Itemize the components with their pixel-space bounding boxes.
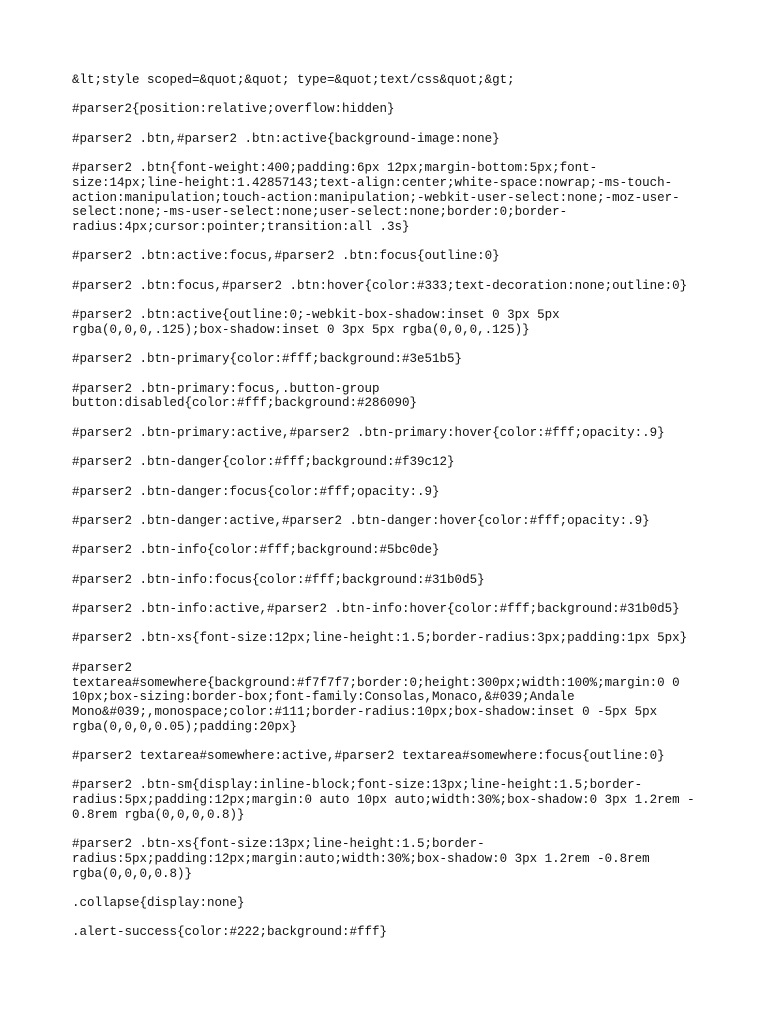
code-paragraph	[72, 249, 696, 264]
code-line: Mono&#039;,monospace;color:#111;border-radius:10px;box-shadow:inset 0 -5px 5px	[72, 704, 658, 719]
code-line: action:manipulation;touch-action:manipulation;-webkit-user-select:none;-moz-user-	[72, 190, 680, 205]
code-line: #parser2 .btn-info{color:#fff;background:#5bc0de}	[72, 543, 440, 558]
code-line: #parser2 .btn:focus,#parser2 .btn:hover{color:#333;text-decoration:none;outline:0}	[72, 278, 688, 293]
code-line: #parser2 .btn-primary{color:#fff;background:#3e51b5}	[72, 352, 463, 367]
code-line: &lt;style scoped=&quot;&quot; type=&quot;text/css&quot;&gt;	[72, 73, 515, 87]
code-line: #parser2	[72, 660, 133, 675]
code-line: rgba(0,0,0,0.05);padding:20px}	[72, 719, 298, 734]
code-paragraph	[72, 132, 696, 147]
code-paragraph	[72, 837, 696, 881]
code-paragraph	[72, 573, 696, 588]
code-line: #parser2 .btn:active{outline:0;-webkit-box-shadow:inset 0 3px 5px	[72, 308, 560, 323]
code-line: textarea#somewhere{background:#f7f7f7;border:0;height:300px;width:100%;margin:0 0	[72, 675, 680, 690]
code-paragraph	[72, 925, 696, 940]
code-line: select:none;-ms-user-select:none;user-select:none;border:0;border-	[72, 205, 568, 220]
code-line: #parser2 .btn:active:focus,#parser2 .btn:focus{outline:0}	[72, 249, 500, 264]
code-line: #parser2 .btn{font-weight:400;padding:6px 12px;margin-bottom:5px;font-	[72, 161, 598, 176]
code-line: #parser2 .btn-danger:focus{color:#fff;opacity:.9}	[72, 484, 440, 499]
code-line: #parser2 .btn,#parser2 .btn:active{background-image:none}	[72, 131, 500, 146]
code-paragraph	[72, 73, 696, 88]
code-line: #parser2 .btn-xs{font-size:13px;line-height:1.5;border-	[72, 837, 485, 852]
code-line: #parser2 .btn-primary:focus,.button-group	[72, 381, 380, 396]
code-line: .alert-success{color:#222;background:#fff}	[72, 925, 388, 940]
code-line: #parser2 .btn-danger:active,#parser2 .btn-danger:hover{color:#fff;opacity:.9}	[72, 513, 650, 528]
code-paragraph	[72, 514, 696, 529]
code-paragraph	[72, 661, 696, 735]
code-line: #parser2 .btn-sm{display:inline-block;font-size:13px;line-height:1.5;border-	[72, 778, 643, 793]
code-paragraph	[72, 485, 696, 500]
code-line: #parser2 .btn-info:active,#parser2 .btn-info:hover{color:#fff;background:#31b0d5}	[72, 602, 680, 617]
code-paragraph	[72, 308, 696, 337]
code-paragraph	[72, 161, 696, 235]
code-line: .collapse{display:none}	[72, 896, 245, 911]
code-line: #parser2 textarea#somewhere:active,#parser2 textarea#somewhere:focus{outline:0}	[72, 749, 665, 764]
code-line: radius:4px;cursor:pointer;transition:all .3s}	[72, 219, 410, 234]
code-line: size:14px;line-height:1.42857143;text-align:center;white-space:nowrap;-ms-touch-	[72, 175, 673, 190]
code-paragraph	[72, 382, 696, 411]
code-line: 10px;box-sizing:border-box;font-family:Consolas,Monaco,&#039;Andale	[72, 690, 575, 705]
code-paragraph	[72, 543, 696, 558]
code-paragraph	[72, 602, 696, 617]
code-paragraph	[72, 426, 696, 441]
code-paragraph	[72, 749, 696, 764]
code-paragraph	[72, 102, 696, 117]
code-line: rgba(0,0,0,0.8)}	[72, 866, 193, 881]
code-line: #parser2 .btn-xs{font-size:12px;line-height:1.5;border-radius:3px;padding:1px 5px}	[72, 631, 688, 646]
code-paragraph	[72, 778, 696, 822]
code-line: #parser2 .btn-danger{color:#fff;background:#f39c12}	[72, 455, 455, 470]
code-line: rgba(0,0,0,.125);box-shadow:inset 0 3px 5px rgba(0,0,0,.125)}	[72, 322, 530, 337]
code-line: radius:5px;padding:12px;margin:0 auto 10px auto;width:30%;box-shadow:0 3px 1.2rem -	[72, 793, 695, 808]
code-line: button:disabled{color:#fff;background:#286090}	[72, 396, 418, 411]
code-paragraph	[72, 455, 696, 470]
code-line: 0.8rem rgba(0,0,0,0.8)}	[72, 807, 245, 822]
code-line: #parser2 .btn-info:focus{color:#fff;background:#31b0d5}	[72, 572, 485, 587]
code-line: radius:5px;padding:12px;margin:auto;width:30%;box-shadow:0 3px 1.2rem -0.8rem	[72, 851, 650, 866]
code-line: #parser2{position:relative;overflow:hidden}	[72, 102, 395, 117]
document-page	[72, 73, 696, 955]
css-code-text	[72, 73, 696, 940]
code-paragraph	[72, 352, 696, 367]
code-paragraph	[72, 279, 696, 294]
code-line: #parser2 .btn-primary:active,#parser2 .btn-primary:hover{color:#fff;opacity:.9}	[72, 425, 665, 440]
code-paragraph	[72, 896, 696, 911]
code-paragraph	[72, 631, 696, 646]
